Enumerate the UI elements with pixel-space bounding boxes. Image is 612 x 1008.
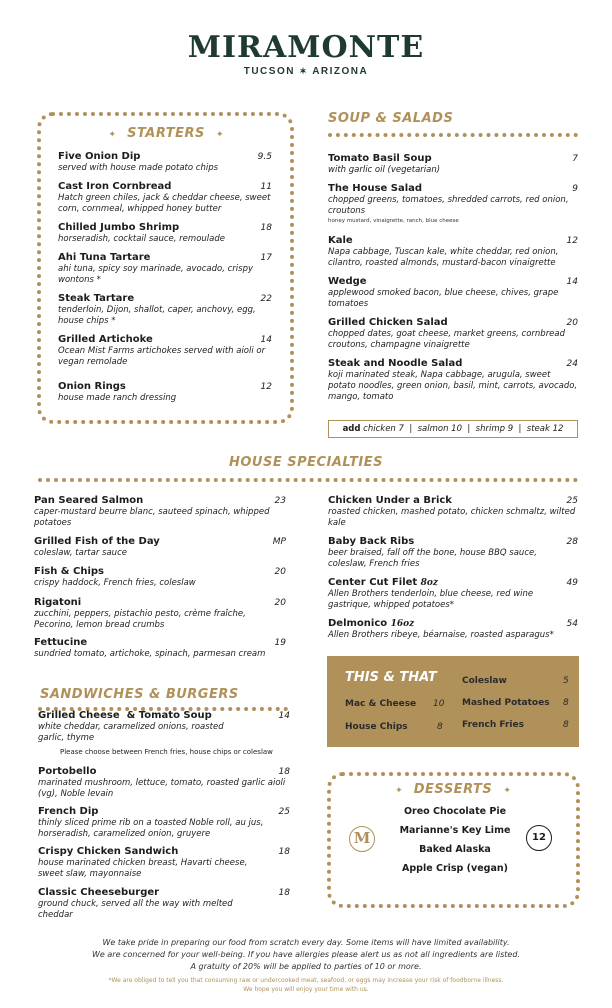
footer-line: A gratuity of 20% will be applied to parties of 10 or more. <box>190 962 422 971</box>
item-price: 54 <box>566 619 578 629</box>
this-and-that-panel <box>327 656 579 747</box>
dessert-item: Oreo Chocolate Pie <box>403 806 507 817</box>
starter-item <box>58 222 272 245</box>
item-price: 14 <box>278 711 290 721</box>
item-price: 20 <box>274 567 286 577</box>
item-price: 18 <box>278 767 290 777</box>
item-price: MP <box>272 537 286 547</box>
side-price: 10 <box>433 699 445 709</box>
soup-item <box>328 153 578 176</box>
item-price: 20 <box>274 598 286 608</box>
brand-name: MIRAMONTE <box>187 30 425 65</box>
item-desc: Ocean Mist Farms artichokes served with aioli or vegan remolade <box>58 346 266 367</box>
specialties-divider <box>38 478 578 482</box>
closing-note: We hope you will enjoy your time with us. <box>243 986 369 993</box>
starter-item <box>58 381 272 404</box>
item-name: French Dip <box>38 806 99 817</box>
dessert-price: 12 <box>526 825 552 851</box>
item-desc: koji marinated steak, Napa cabbage, arugula, sweet potato noodles, green onion, basil, mint, carrots, avocado, mango, tomato <box>328 370 578 402</box>
side-price: 8 <box>563 720 569 730</box>
miramonte-monogram-icon: M <box>349 826 375 852</box>
item-price: 25 <box>278 807 290 817</box>
item-name: Kale <box>328 235 353 246</box>
side-item: Mashed Potatoes <box>462 698 550 708</box>
specialty-item <box>328 536 578 570</box>
add-label: add <box>342 424 361 434</box>
item-name <box>328 577 438 589</box>
item-name: Crispy Chicken Sandwich <box>38 846 179 857</box>
item-desc: Allen Brothers tenderloin, blue cheese, red wine gastrique, whipped potatoes* <box>328 589 534 610</box>
footer-line: We are concerned for your well-being. If you have allergies please alert us as not all ingredients are listed. <box>92 950 520 959</box>
sandwich-item <box>38 766 290 800</box>
item-name: Fettucine <box>34 637 88 648</box>
item-name: Fish & Chips <box>34 566 105 577</box>
starter-item <box>58 181 272 215</box>
brand-header <box>0 32 612 77</box>
item-size: 8oz <box>420 578 439 588</box>
item-desc: sundried tomato, artichoke, spinach, parmesan cream <box>34 649 266 659</box>
specialty-item <box>34 495 286 529</box>
item-desc: ahi tuna, spicy soy marinade, avocado, crispy wontons * <box>58 264 254 285</box>
item-price: 11 <box>260 182 272 192</box>
item-desc: coleslaw, tartar sauce <box>34 548 127 558</box>
soup-item <box>328 235 578 269</box>
specialty-item <box>328 495 578 529</box>
brand-city: TUCSON <box>243 66 295 77</box>
item-price: 9.5 <box>257 152 272 162</box>
desserts-heading <box>378 778 528 797</box>
sparkle-icon: ✦ <box>503 786 511 796</box>
sandwich-item <box>38 710 290 744</box>
item-price: 28 <box>566 537 578 547</box>
item-desc: white cheddar, caramelized onions, roasted garlic, thyme <box>38 722 224 743</box>
item-price: 14 <box>260 335 272 345</box>
desserts-title: DESSERTS <box>413 782 493 797</box>
item-desc: tenderloin, Dijon, shallot, caper, anchovy, egg, house chips * <box>58 305 256 326</box>
item-name: Onion Rings <box>58 381 126 392</box>
add-options: chicken 7 | salmon 10 | shrimp 9 | steak 12 <box>363 424 564 434</box>
item-price: 17 <box>260 253 272 263</box>
specialty-item <box>328 577 578 611</box>
starters-heading <box>96 122 236 141</box>
item-desc: crispy haddock, French fries, coleslaw <box>34 578 196 588</box>
item-name: Baby Back Ribs <box>328 536 415 547</box>
item-desc: chopped greens, tomatoes, shredded carrots, red onion, croutons <box>328 195 569 216</box>
sparkle-icon: ✦ <box>216 130 224 140</box>
item-name: Pan Seared Salmon <box>34 495 144 506</box>
brand-state: ARIZONA <box>312 66 369 77</box>
item-name: Cast Iron Cornbread <box>58 181 172 192</box>
item-desc: thinly sliced prime rib on a toasted Noble roll, au jus, horseradish, caramelized onion, gruyere <box>38 818 264 839</box>
item-price: 12 <box>566 236 578 246</box>
item-name: Chicken Under a Brick <box>328 495 452 506</box>
item-price: 18 <box>278 888 290 898</box>
item-desc: served with house made potato chips <box>58 163 219 173</box>
item-price: 24 <box>566 359 578 369</box>
item-price: 23 <box>274 496 286 506</box>
item-desc: horseradish, cocktail sauce, remoulade <box>58 234 225 244</box>
side-item: French Fries <box>462 720 524 730</box>
item-name: Grilled Artichoke <box>58 334 153 345</box>
item-price: 7 <box>572 154 578 164</box>
item-price: 14 <box>566 277 578 287</box>
item-name: Classic Cheeseburger <box>38 887 160 898</box>
specialty-item <box>34 566 286 589</box>
sandwich-item <box>38 846 290 880</box>
dessert-item: Apple Crisp (vegan) <box>402 863 508 874</box>
item-desc: chopped dates, goat cheese, market greens, cornbread croutons, champagne vinaigrette <box>328 329 566 350</box>
sandwich-item <box>38 887 290 921</box>
item-price: 25 <box>566 496 578 506</box>
item-name: Steak and Noodle Salad <box>328 358 463 369</box>
item-name: Wedge <box>328 276 367 287</box>
item-name: Rigatoni <box>34 597 82 608</box>
item-desc: applewood smoked bacon, blue cheese, chives, grape tomatoes <box>328 288 559 309</box>
item-desc: Allen Brothers ribeye, béarnaise, roasted asparagus* <box>328 630 554 640</box>
starter-item <box>58 252 272 286</box>
item-desc: zucchini, peppers, pistachio pesto, crème fraîche, Pecorino, lemon bread crumbs <box>34 609 246 630</box>
side-item: Mac & Cheese <box>345 699 417 709</box>
specialty-item <box>34 536 286 559</box>
item-desc: ground chuck, served all the way with melted cheddar <box>38 899 233 920</box>
item-name <box>328 618 414 630</box>
item-desc: house marinated chicken breast, Havarti cheese, sweet slaw, mayonnaise <box>38 858 248 879</box>
side-price: 5 <box>563 676 569 686</box>
item-title: Center Cut Filet <box>328 577 418 588</box>
soup-item <box>328 317 578 351</box>
item-title: Delmonico <box>328 618 388 629</box>
soups-divider <box>328 133 578 137</box>
item-price: 18 <box>278 847 290 857</box>
star-icon: ✶ <box>299 66 309 76</box>
starter-item <box>58 334 272 368</box>
soup-item <box>328 276 578 310</box>
item-name: Tomato Basil Soup <box>328 153 432 164</box>
side-price: 8 <box>437 722 443 732</box>
soups-title: SOUP & SALADS <box>328 111 454 126</box>
item-desc: with garlic oil (vegetarian) <box>328 165 441 175</box>
dessert-item: Marianne's Key Lime <box>399 825 511 836</box>
item-price: 22 <box>260 294 272 304</box>
sparkle-icon: ✦ <box>108 130 116 140</box>
soup-item <box>328 183 578 225</box>
item-desc: house made ranch dressing <box>58 393 177 403</box>
side-price: 8 <box>563 698 569 708</box>
specialty-item <box>34 637 286 660</box>
side-item: Coleslaw <box>462 676 507 686</box>
item-name: Grilled Chicken Salad <box>328 317 448 328</box>
item-desc: Napa cabbage, Tuscan kale, white cheddar, red onion, cilantro, roasted almonds, mustard-bacon vinaigrette <box>328 247 559 268</box>
sandwiches-title: SANDWICHES & BURGERS <box>40 687 239 702</box>
specialties-title: HOUSE SPECIALTIES <box>228 455 384 470</box>
item-desc: Hatch green chiles, jack & cheddar cheese, sweet corn, cornmeal, whipped honey butter <box>58 193 271 214</box>
item-price: 9 <box>572 184 578 194</box>
item-price: 18 <box>260 223 272 233</box>
item-size: 16oz <box>390 619 415 629</box>
this-and-that-title: THIS & THAT <box>345 670 437 685</box>
item-price: 19 <box>274 638 286 648</box>
side-item: House Chips <box>345 722 408 732</box>
item-price: 12 <box>260 382 272 392</box>
item-desc: caper-mustard beurre blanc, sauteed spinach, whipped potatoes <box>34 507 270 528</box>
item-name: Grilled Cheese & Tomato Soup <box>38 710 212 721</box>
starter-item <box>58 293 272 327</box>
item-name: Ahi Tuna Tartare <box>58 252 151 263</box>
side-choice-note: Please choose between French fries, house chips or coleslaw <box>60 748 273 756</box>
item-name: Chilled Jumbo Shrimp <box>58 222 180 233</box>
item-desc: roasted chicken, mashed potato, chicken schmaltz, wilted kale <box>328 507 576 528</box>
brand-location <box>0 66 612 77</box>
item-name: Five Onion Dip <box>58 151 141 162</box>
sparkle-icon: ✦ <box>395 786 403 796</box>
specialty-item <box>34 597 286 631</box>
item-name: Portobello <box>38 766 97 777</box>
item-desc: beer braised, fall off the bone, house BBQ sauce, coleslaw, French fries <box>328 548 537 569</box>
starter-item <box>58 151 272 174</box>
dessert-item: Baked Alaska <box>419 844 491 855</box>
item-price: 49 <box>566 578 578 588</box>
sandwich-item <box>38 806 290 840</box>
footer-line: We take pride in preparing our food from scratch every day. Some items will have limited availability. <box>102 938 510 947</box>
item-name: The House Salad <box>328 183 423 194</box>
add-protein-box <box>328 420 578 438</box>
raw-food-warning: *We are obliged to tell you that consuming raw or undercooked meat, seafood, or eggs may increase your risk of foodborne illness. <box>108 977 504 984</box>
item-name: Steak Tartare <box>58 293 135 304</box>
dressing-note: honey mustard, vinaigrette, ranch, blue cheese <box>328 218 459 224</box>
specialty-item <box>328 618 578 641</box>
item-name: Grilled Fish of the Day <box>34 536 160 547</box>
soup-item <box>328 358 578 403</box>
item-price: 20 <box>566 318 578 328</box>
starters-title: STARTERS <box>127 126 205 141</box>
item-desc: marinated mushroom, lettuce, tomato, roasted garlic aioli (vg), Noble levain <box>38 778 286 799</box>
